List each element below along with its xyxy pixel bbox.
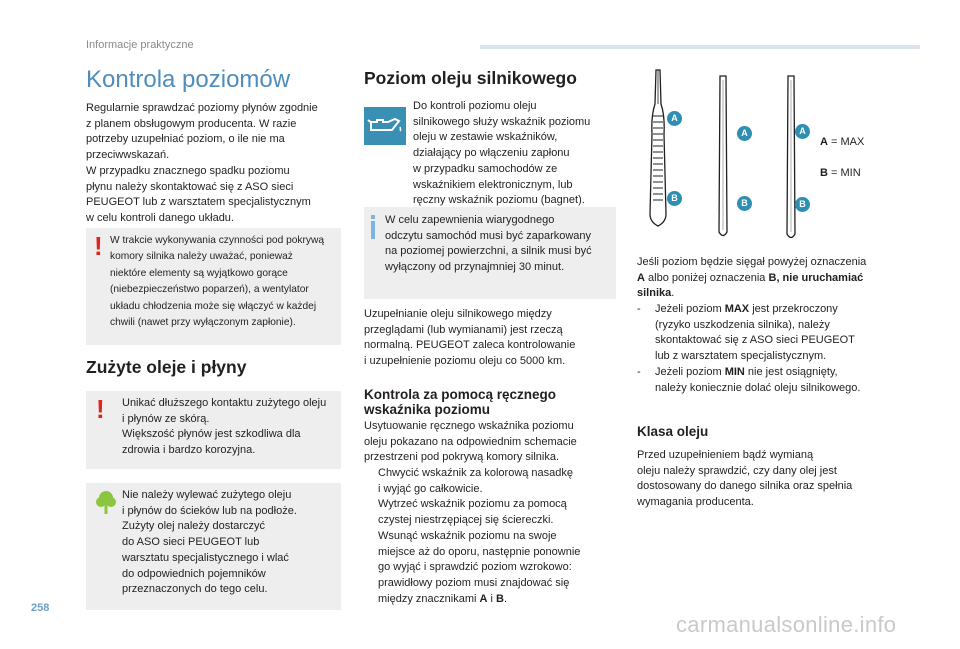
oil-level-heading: Poziom oleju silnikowego	[364, 68, 577, 88]
skin-contact-warning	[86, 391, 341, 469]
oil-class-heading: Klasa oleju	[637, 424, 709, 439]
used-warning-text: Unikać dłuższego kontaktu zużytego oleju i płynów ze skórą. Większość płynów jest szkodliwa dla zdrowia i bardzo korozyjna.	[122, 397, 327, 457]
used-fluids-heading: Zużyte oleje i płyny	[86, 357, 247, 377]
dipstick-diagram	[638, 64, 818, 244]
list-item: - Jeżeli poziom MAX jest przekroczony (ryzyko uszkodzenia silnika), należy skontaktować się z ASO sieci PEUGEOT lub z warsztatem specjalistycznym.	[637, 303, 855, 363]
info-icon	[371, 221, 375, 239]
parking-info-text: W celu zapewnienia wiarygodnego odczytu samochód musi być zaparkowany na poziomej powierzchni, a silnik musi być wyłączony od przynajmniej 30 minut.	[385, 214, 592, 274]
marker-b-3: B	[795, 197, 810, 212]
list-item: Wytrzeć wskaźnik poziomu za pomocą czystej niestrzępiącej się ściereczki.	[378, 498, 567, 527]
marker-b-1: B	[667, 191, 682, 206]
hot-engine-warning	[86, 228, 341, 345]
marker-a-3: A	[795, 124, 810, 139]
marker-b-2: B	[737, 196, 752, 211]
environment-note	[86, 483, 341, 610]
legend-min: B = MIN	[820, 167, 861, 179]
list-item: - Jeżeli poziom MIN nie jest osiągnięty, należy koniecznie dolać oleju silnikowego.	[637, 365, 861, 394]
parking-info	[364, 207, 616, 299]
manual-intro: Usytuowanie ręcznego wskaźnika poziomu oleju pokazano na odpowiednim schemacie przestrzeni pod pokrywą komory silnika.	[364, 420, 577, 464]
list-item: Chwycić wskaźnik za kolorową nasadkę i wyjąć go całkowicie.	[378, 467, 574, 495]
manual-dipstick-heading: Kontrola za pomocą ręcznego wskaźnika poziomu	[364, 387, 557, 417]
marker-a-2: A	[737, 126, 752, 141]
oil-indicator-text: Do kontroli poziomu oleju silnikowego służy wskaźnik poziomu oleju w zestawie wskaźników, działający po włączeniu zapłonu w przypadku samochodów ze wskaźnikiem elektronicznym, lub ręczny wskaźnik poziomu (bagnet).	[413, 100, 591, 207]
page-title: Kontrola poziomów	[86, 66, 291, 93]
oil-class-text: Przed uzupełnieniem bądź wymianą oleju należy sprawdzić, czy dany olej jest dostosowany do danego silnika oraz spełnia wymagania producenta.	[637, 449, 853, 509]
warning-text: W trakcie wykonywania czynności pod pokrywą komory silnika należy uważać, ponieważ niektóre elementy są wyjątkowo gorące (niebezpieczeństwo poparzeń), a wentylator układu chłodzenia może się włączyć w każdej chwili (nawet przy wyłączonym zapłonie).	[110, 235, 325, 329]
oil-can-icon	[364, 107, 406, 145]
level-warning-text: Jeśli poziom będzie sięgał powyżej oznaczenia A albo poniżej oznaczenia B, nie uruchamiać silnika.	[637, 256, 867, 300]
intro-paragraph: Regularnie sprawdzać poziomy płynów zgodnie z planem obsługowym producenta. W razie potrzeby uzupełniać poziom, o ile nie ma przeciwwskazań. W przypadku znacznego spadku poziomu płynu należy skontaktować się z ASO sieci PEUGEOT lub z warsztatem specjalistycznym w celu kontroli danego układu.	[86, 102, 318, 224]
list-item: Wsunąć wskaźnik poziomu na swoje miejsce aż do oporu, następnie ponownie go wyjąć i sprawdzić poziom wzrokowo: prawidłowy poziom musi znajdować się między znacznikami A i B.	[378, 529, 581, 605]
topup-paragraph: Uzupełnianie oleju silnikowego między przeglądami (lub wymianami) jest rzeczą normalną. PEUGEOT zaleca kontrolowanie i uzupełnienie poziomu oleju co 5000 km.	[364, 308, 576, 368]
dipstick-steps	[364, 466, 616, 607]
level-conditions	[637, 302, 907, 396]
section-label: Informacje praktyczne	[86, 39, 194, 51]
warning-icon: !	[96, 394, 105, 424]
tree-icon	[95, 490, 117, 514]
legend-max: A = MAX	[820, 136, 865, 148]
marker-a-1: A	[667, 111, 682, 126]
environment-text: Nie należy wylewać zużytego oleju i płynów do ścieków lub na podłoże. Zużyty olej należy dostarczyć do ASO sieci PEUGEOT lub warsztatu specjalistycznego i wlać do odpowiednich pojemników przeznaczonych do tego celu.	[122, 489, 297, 596]
header-rule	[480, 45, 920, 49]
page-number: 258	[31, 602, 50, 614]
watermark: carmanualsonline.info	[676, 612, 897, 637]
warning-icon: !	[94, 231, 103, 261]
